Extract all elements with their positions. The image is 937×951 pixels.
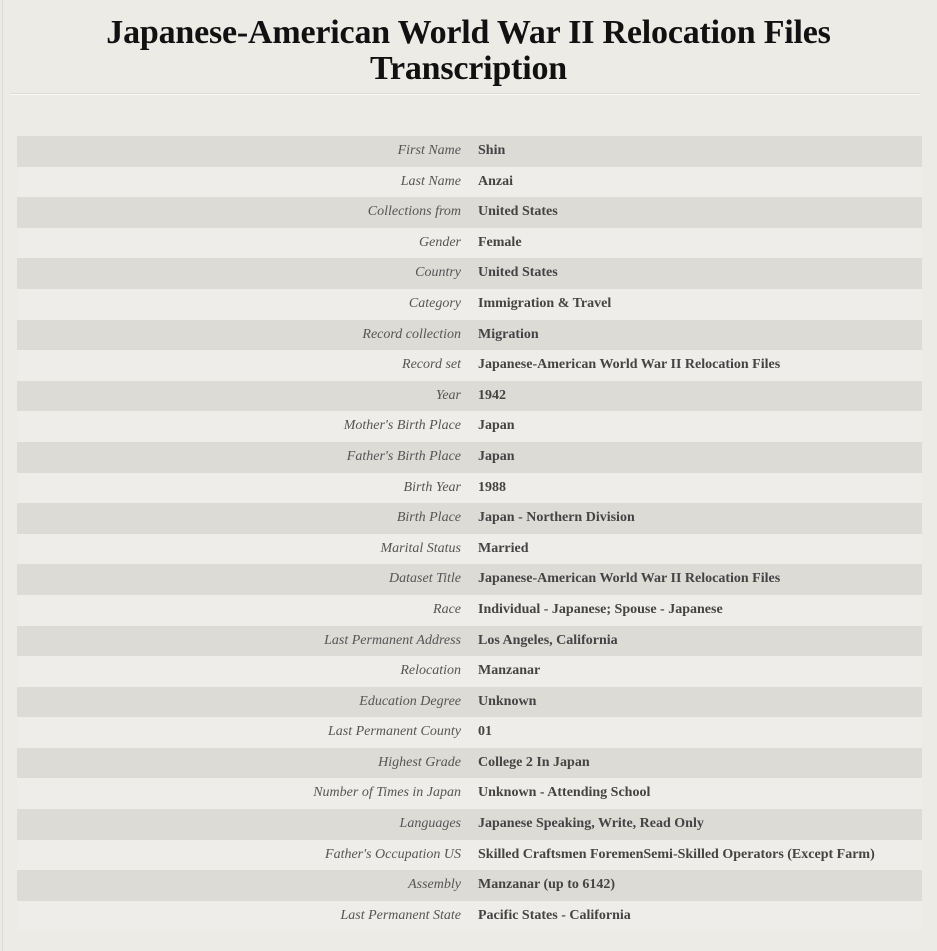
field-value: Japanese Speaking, Write, Read Only <box>478 816 704 832</box>
field-label: Birth Place <box>396 510 461 526</box>
field-label: Dataset Title <box>389 571 461 587</box>
table-row-marital-status <box>17 534 922 565</box>
field-label: Father's Occupation US <box>325 846 461 862</box>
table-row-record-set <box>17 350 922 381</box>
field-value: Manzanar <box>478 663 541 679</box>
field-label: Father's Birth Place <box>346 448 461 464</box>
field-value: Japanese-American World War II Relocation Files <box>478 571 781 587</box>
field-label: Collections from <box>367 204 461 220</box>
table-row-last-name <box>17 167 922 198</box>
field-label: Assembly <box>408 877 461 893</box>
field-label: Last Permanent State <box>340 907 461 923</box>
table-row-fathers-birth-place <box>17 442 922 473</box>
field-value: Unknown <box>478 693 537 709</box>
field-value: Female <box>478 234 522 250</box>
field-label: Year <box>435 387 461 403</box>
field-label: Race <box>433 601 461 617</box>
table-row-highest-grade <box>17 748 922 779</box>
field-label: Education Degree <box>359 693 461 709</box>
table-row-year <box>17 381 922 412</box>
page-edge <box>2 0 3 951</box>
page-title-line-2: Transcription <box>369 50 567 87</box>
field-value: Japan <box>478 418 515 434</box>
table-row-assembly <box>17 870 922 901</box>
field-label: Highest Grade <box>378 754 461 770</box>
field-label: Gender <box>419 234 461 250</box>
transcription-table <box>17 136 922 931</box>
field-label: Mother's Birth Place <box>343 418 461 434</box>
field-label: Number of Times in Japan <box>313 785 461 801</box>
table-row-collections-from <box>17 197 922 228</box>
header-divider <box>10 94 920 95</box>
table-row-birth-year <box>17 473 922 504</box>
field-value: Unknown - Attending School <box>478 785 651 801</box>
field-value: Married <box>478 540 529 556</box>
field-value: Japan <box>478 448 515 464</box>
field-label: Country <box>415 265 461 281</box>
table-row-last-permanent-county <box>17 717 922 748</box>
field-label: First Name <box>397 143 461 158</box>
field-value: Shin <box>478 143 506 158</box>
field-label: Last Name <box>400 173 461 189</box>
field-value: United States <box>478 204 558 220</box>
field-label: Category <box>408 295 461 311</box>
field-value: 01 <box>478 724 492 740</box>
table-row-race <box>17 595 922 626</box>
field-value: Immigration & Travel <box>478 295 612 311</box>
field-label: Marital Status <box>380 540 461 556</box>
field-value: Japanese-American World War II Relocation Files <box>478 357 781 373</box>
field-value: 1942 <box>478 387 506 403</box>
table-row-record-collection <box>17 320 922 351</box>
table-row-mothers-birth-place <box>17 411 922 442</box>
table-row-languages <box>17 809 922 840</box>
field-label: Languages <box>399 816 461 832</box>
field-label: Relocation <box>400 663 461 679</box>
page-title <box>0 15 937 87</box>
table-row-education-degree <box>17 687 922 718</box>
field-value: Individual - Japanese; Spouse - Japanese <box>478 601 723 617</box>
field-label: Birth Year <box>403 479 461 495</box>
field-value: College 2 In Japan <box>478 754 590 770</box>
table-row-first-name <box>17 136 922 167</box>
field-value: Japan - Northern Division <box>478 510 635 526</box>
field-value: 1988 <box>478 479 506 495</box>
field-value: Skilled Craftsmen ForemenSemi-Skilled Operators (Except Farm) <box>478 846 875 862</box>
field-value: Anzai <box>478 173 513 189</box>
table-row-gender <box>17 228 922 259</box>
page-header <box>0 0 937 95</box>
field-label: Last Permanent County <box>328 724 461 740</box>
field-label: Record set <box>402 357 461 373</box>
field-value: Pacific States - California <box>478 907 631 923</box>
table-row-dataset-title <box>17 564 922 595</box>
field-value: United States <box>478 265 558 281</box>
table-row-category <box>17 289 922 320</box>
field-label: Record collection <box>362 326 461 342</box>
field-label: Last Permanent Address <box>324 632 461 648</box>
field-value: Manzanar (up to 6142) <box>478 877 616 893</box>
table-row-last-permanent-state <box>17 901 922 932</box>
table-row-relocation <box>17 656 922 687</box>
table-row-birth-place <box>17 503 922 534</box>
field-value: Migration <box>478 326 539 342</box>
table-row-number-of-times-in-japan <box>17 778 922 809</box>
table-row-fathers-occupation-us <box>17 840 922 871</box>
table-row-last-permanent-address <box>17 626 922 657</box>
field-value: Los Angeles, California <box>478 632 618 648</box>
page-title-line-1: Japanese-American World War II Relocation Files <box>106 14 831 51</box>
table-row-country <box>17 258 922 289</box>
